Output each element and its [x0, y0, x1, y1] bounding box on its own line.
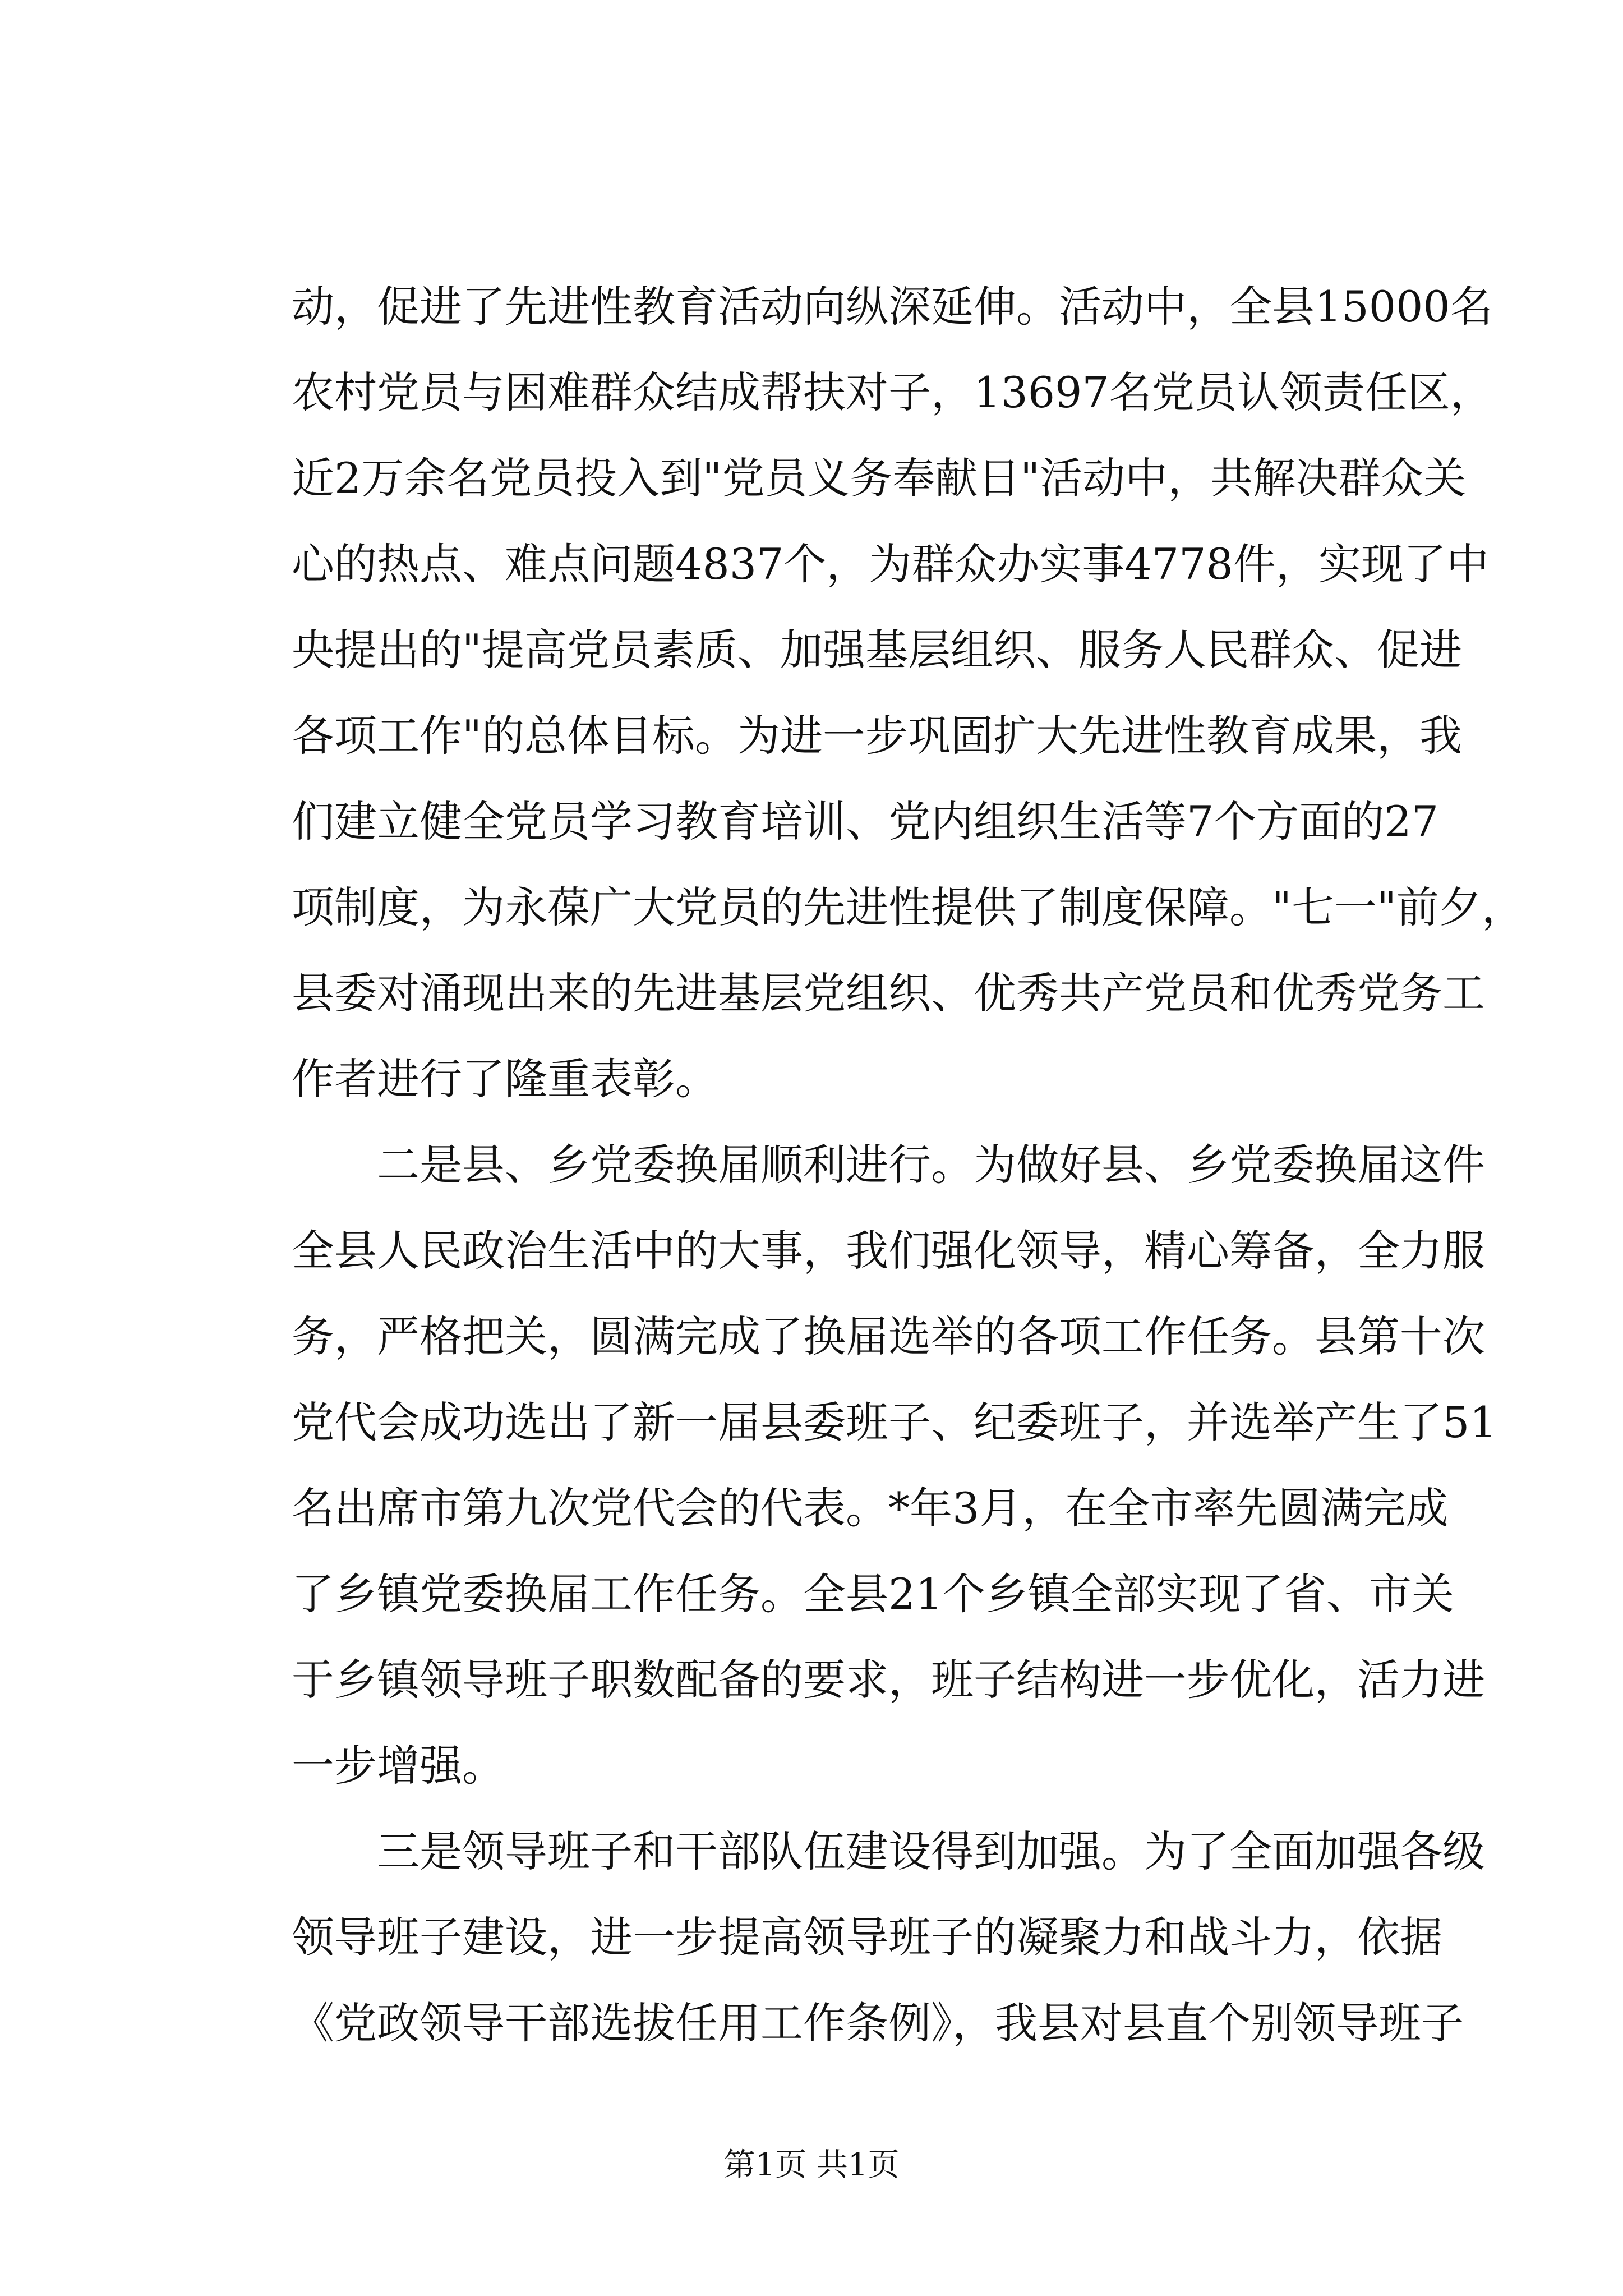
text-line: 了乡镇党委换届工作任务。全县21个乡镇全部实现了省、市关	[292, 1569, 1454, 1619]
text-line: 领导班子建设，进一步提高领导班子的凝聚力和战斗力，依据	[292, 1912, 1442, 1962]
paragraph-3	[292, 1809, 1485, 2066]
text-line: 项制度，为永葆广大党员的先进性提供了制度保障。"七一"前夕，	[292, 882, 1524, 932]
paragraph-1	[292, 264, 1524, 1122]
text-line: 名出席市第九次党代会的代表。*年3月，在全市率先圆满完成	[292, 1483, 1449, 1533]
document-body	[292, 264, 1524, 2066]
text-line: 二是县、乡党委换届顺利进行。为做好县、乡党委换届这件	[377, 1140, 1485, 1190]
paragraph-2	[292, 1122, 1497, 1809]
text-line: 心的热点、难点问题4837个，为群众办实事4778件，实现了中	[292, 539, 1489, 589]
text-line: 作者进行了隆重表彰。	[292, 1054, 718, 1104]
text-line: 务，严格把关，圆满完成了换届选举的各项工作任务。县第十次	[292, 1312, 1485, 1361]
text-line: 于乡镇领导班子职数配备的要求，班子结构进一步优化，活力进	[292, 1655, 1485, 1705]
text-line: 县委对涌现出来的先进基层党组织、优秀共产党员和优秀党务工	[292, 968, 1485, 1018]
text-line: 党代会成功选出了新一届县委班子、纪委班子，并选举产生了51	[292, 1397, 1497, 1447]
page-number-label: 第1页 共1页	[723, 2147, 900, 2183]
text-line: 动，促进了先进性教育活动向纵深延伸。活动中，全县15000名	[292, 282, 1493, 332]
text-line: 全县人民政治生活中的大事，我们强化领导，精心筹备，全力服	[292, 1226, 1485, 1276]
text-line: 一步增强。	[292, 1741, 505, 1791]
text-line: 央提出的"提高党员素质、加强基层组织、服务人民群众、促进	[292, 625, 1462, 675]
text-line: 农村党员与困难群众结成帮扶对子，13697名党员认领责任区，	[292, 367, 1493, 417]
text-line: 近2万余名党员投入到"党员义务奉献日"活动中，共解决群众关	[292, 453, 1467, 503]
text-line: 各项工作"的总体目标。为进一步巩固扩大先进性教育成果，我	[292, 711, 1462, 761]
text-line: 《党政领导干部选拔任用工作条例》，我县对县直个别领导班子	[292, 1998, 1464, 2048]
text-line: 们建立健全党员学习教育培训、党内组织生活等7个方面的27	[292, 797, 1439, 846]
text-line: 三是领导班子和干部队伍建设得到加强。为了全面加强各级	[377, 1826, 1485, 1876]
page-footer	[0, 2143, 1623, 2188]
